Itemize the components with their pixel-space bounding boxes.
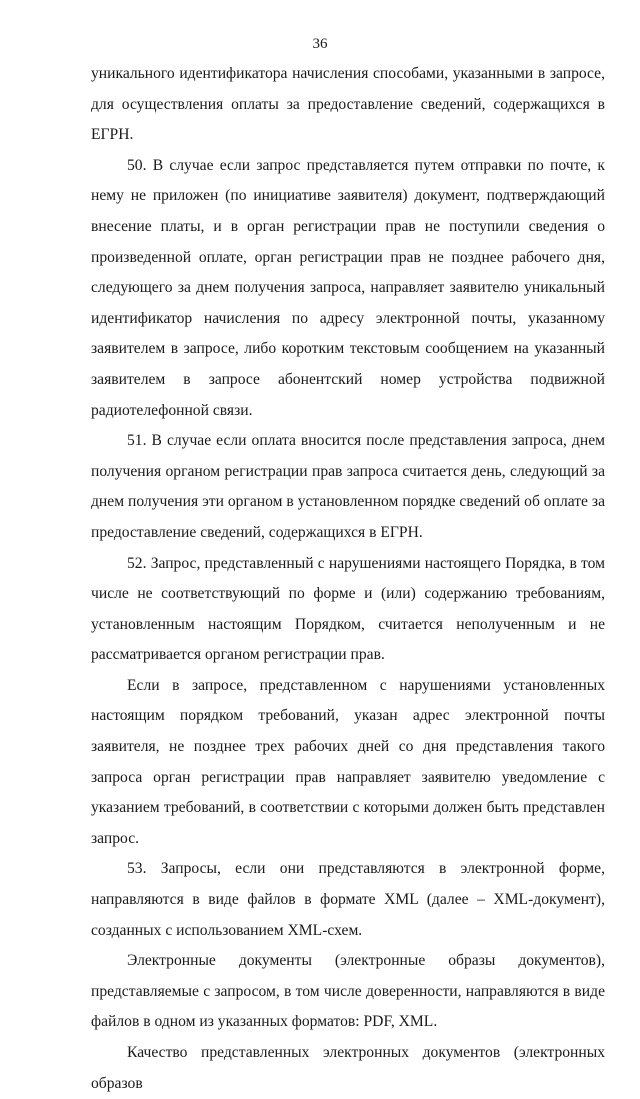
paragraph-53-electronic-documents: Электронные документы (электронные образы документов), представляемые с запросом, в том числе доверенности, направляются в виде файлов в одном из указанных форматов: PDF, XML. [91,952,605,1031]
paragraph-52: 52. Запрос, представленный с нарушениями настоящего Порядка, в том числе не соответствующий по форме и (или) содержанию требованиям, установленным настоящим Порядком, считается неполученным и не рассматривается органом регистрации прав. [91,554,605,664]
paragraph-53: 53. Запросы, если они представляются в электронной форме, направляются в виде файлов в формате XML (далее – XML-документ), созданных с использованием XML-схем. [91,860,605,939]
paragraph-50: 50. В случае если запрос представляется путем отправки по почте, к нему не приложен (по инициативе заявителя) документ, подтверждающий внесение платы, и в орган регистрации прав не поступили сведения о произведенной оплате, орган регистрации прав не позднее рабочего дня, следующего за днем получения запроса, направляет заявителю уникальный идентификатор начисления по адресу электронной почты, указанному заявителем в запросе, либо коротким текстовым сообщением на указанный заявителем в запросе абонентский номер устройства подвижной радиотелефонной связи. [91,156,605,419]
page-number: 36 [312,36,328,52]
document-body [91,59,605,1099]
paragraph-52-notice: Если в запросе, представленном с нарушениями установленных настоящим порядком требований, указан адрес электронной почты заявителя, не позднее трех рабочих дней со дня представления такого запроса орган регистрации прав направляет заявителю уведомление с указанием требований, в соответствии с которыми должен быть представлен запрос. [91,676,605,847]
paragraph-51: 51. В случае если оплата вносится после представления запроса, днем получения органом регистрации прав запроса считается день, следующий за днем получения эти органом в установленном порядке сведений об оплате за предоставление сведений, содержащихся в ЕГРН. [91,432,605,541]
paragraph-continuation: уникального идентификатора начисления способами, указанными в запросе, для осуществления оплаты за предоставление сведений, содержащихся в ЕГРН. [91,65,605,144]
paragraph-53-quality: Качество представленных электронных документов (электронных образов [91,1044,605,1092]
